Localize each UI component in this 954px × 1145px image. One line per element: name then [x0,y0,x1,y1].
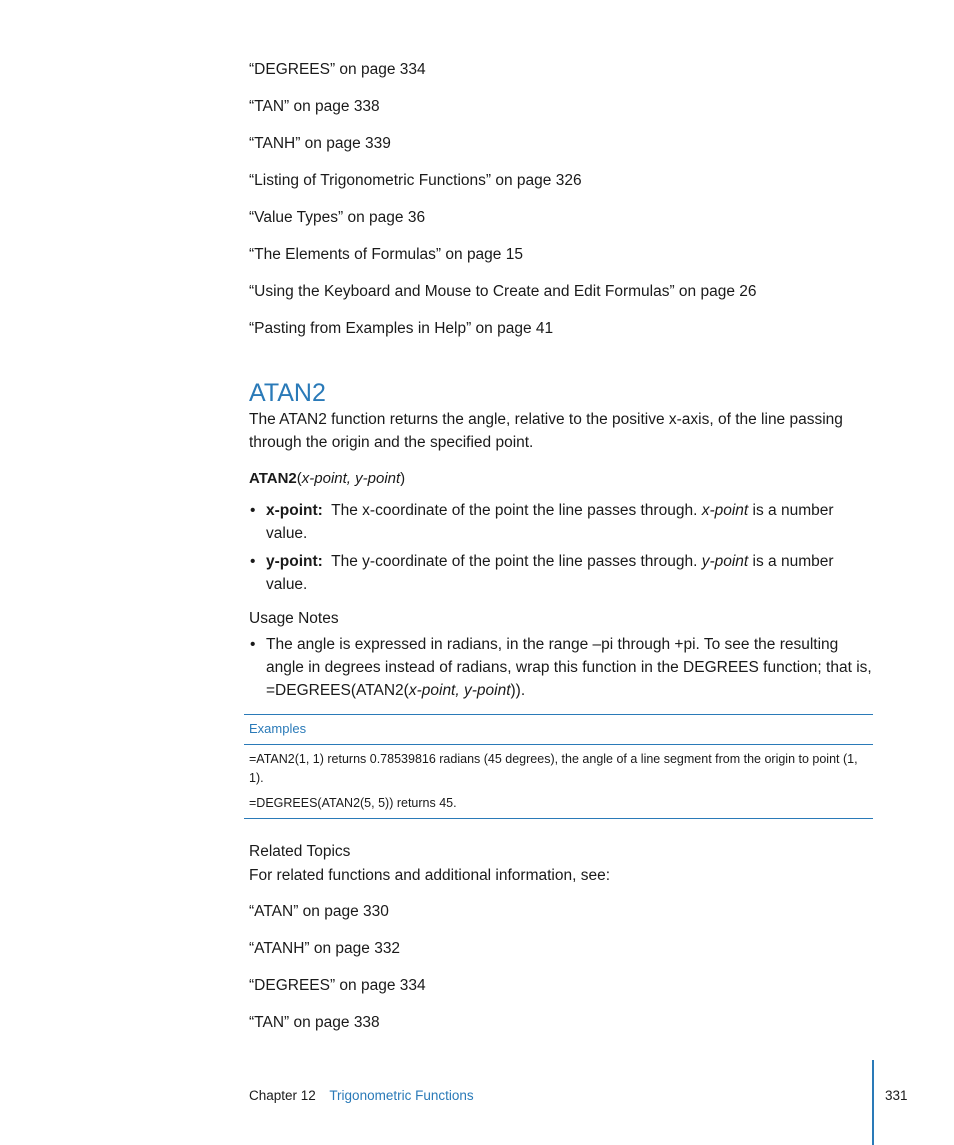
usage-note-item [249,633,873,702]
usage-note-tail: )). [510,682,526,699]
chapter-label: Chapter 12 [249,1088,316,1103]
syntax-open-paren: ( [296,470,302,487]
reference-link[interactable]: “ATANH” on page 332 [249,940,401,957]
examples-header [244,715,873,745]
reference-link[interactable]: “Using the Keyboard and Mouse to Create and Edit Formulas” on page 26 [249,283,757,300]
reference-link[interactable]: “TAN” on page 338 [249,1014,380,1031]
argument-item [249,550,873,596]
examples-heading: Examples [249,721,307,736]
syntax-arguments: x-point, y-point [301,470,401,487]
reference-link[interactable]: “The Elements of Formulas” on page 15 [249,246,523,263]
argument-list [249,499,873,596]
usage-notes-heading: Usage Notes [249,610,339,627]
syntax-function-name: ATAN2 [249,470,297,487]
argument-item [249,499,873,545]
top-reference-list [249,60,757,356]
syntax-close-paren: ) [400,470,406,487]
chapter-title-link[interactable]: Trigonometric Functions [329,1088,474,1103]
argument-italic: y-point [701,553,749,570]
section-title: ATAN2 [249,379,326,407]
argument-description: The y-coordinate of the point the line passes through. [331,553,698,570]
usage-notes-list [249,633,873,702]
reference-link[interactable]: “Pasting from Examples in Help” on page 41 [249,320,554,337]
argument-name: x-point: [266,502,323,519]
function-description: The ATAN2 function returns the angle, relative to the positive x-axis, of the line passing through the origin and the specified point. [249,411,843,451]
bullet-icon: • [250,553,256,570]
related-reference-list [249,902,426,1050]
reference-link[interactable]: “DEGREES” on page 334 [249,977,426,994]
bullet-icon: • [250,636,256,653]
examples-box [244,714,873,819]
reference-link[interactable]: “TAN” on page 338 [249,98,380,115]
usage-note-text: The angle is expressed in radians, in the range –pi through +pi. To see the resulting angle in degrees instead of radians, wrap this function in the DEGREES function; that is, =DEGREES(ATAN2( [266,636,872,699]
reference-link[interactable]: “Listing of Trigonometric Functions” on page 326 [249,172,582,189]
reference-link[interactable]: “Value Types” on page 36 [249,209,426,226]
page-number: 331 [885,1088,908,1103]
reference-link[interactable]: “TANH” on page 339 [249,135,391,152]
footer-divider [872,1060,874,1145]
argument-tail: is a number value. [266,502,834,542]
argument-description: The x-coordinate of the point the line passes through. [331,502,698,519]
example-line: =ATAN2(1, 1) returns 0.78539816 radians (45 degrees), the angle of a line segment from the origin to point (1, 1). [249,752,858,785]
usage-note-italic: x-point, y-point [408,682,511,699]
argument-name: y-point: [266,553,323,570]
related-topics-heading: Related Topics [249,843,351,860]
function-syntax [249,468,405,490]
example-line: =DEGREES(ATAN2(5, 5)) returns 45. [249,796,457,810]
argument-italic: x-point [701,502,749,519]
reference-link[interactable]: “ATAN” on page 330 [249,903,389,920]
argument-tail: is a number value. [266,553,834,593]
reference-link[interactable]: “DEGREES” on page 334 [249,61,426,78]
footer-chapter [249,1088,474,1103]
related-topics-intro: For related functions and additional information, see: [249,867,611,884]
bullet-icon: • [250,502,256,519]
